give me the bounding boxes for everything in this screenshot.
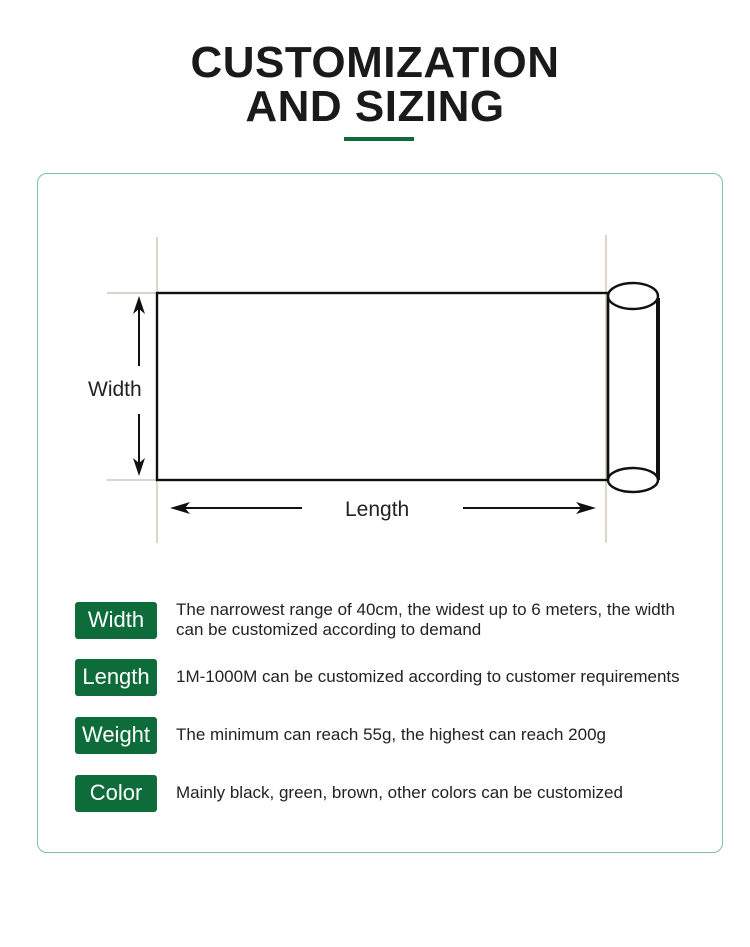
width-dimension-label: Width [88,378,142,401]
spec-text-weight: The minimum can reach 55g, the highest can reach 200g [176,725,606,744]
page-title-line1: CUSTOMIZATION [190,38,560,87]
roll-top-end [608,283,658,309]
sheet-rectangle [157,293,608,480]
length-dimension-label: Length [345,498,410,521]
spec-badge-length: Length [75,659,157,696]
spec-text-width: The narrowest range of 40cm, the widest up to 6 meters, the width can be customized according to demand [176,600,675,639]
spec-text-color: Mainly black, green, brown, other colors can be customized [176,783,623,802]
spec-row-weight [75,715,706,755]
spec-badge-weight: Weight [75,717,157,754]
page-title-line2: AND SIZING [245,82,505,131]
spec-row-color [75,773,706,813]
spec-row-length [75,657,706,697]
spec-badge-color: Color [75,775,157,812]
spec-text-length: 1M-1000M can be customized according to customer requirements [176,667,680,686]
spec-badge-width: Width [75,602,157,639]
spec-row-width [75,600,706,640]
roll-bottom-end [608,468,658,492]
